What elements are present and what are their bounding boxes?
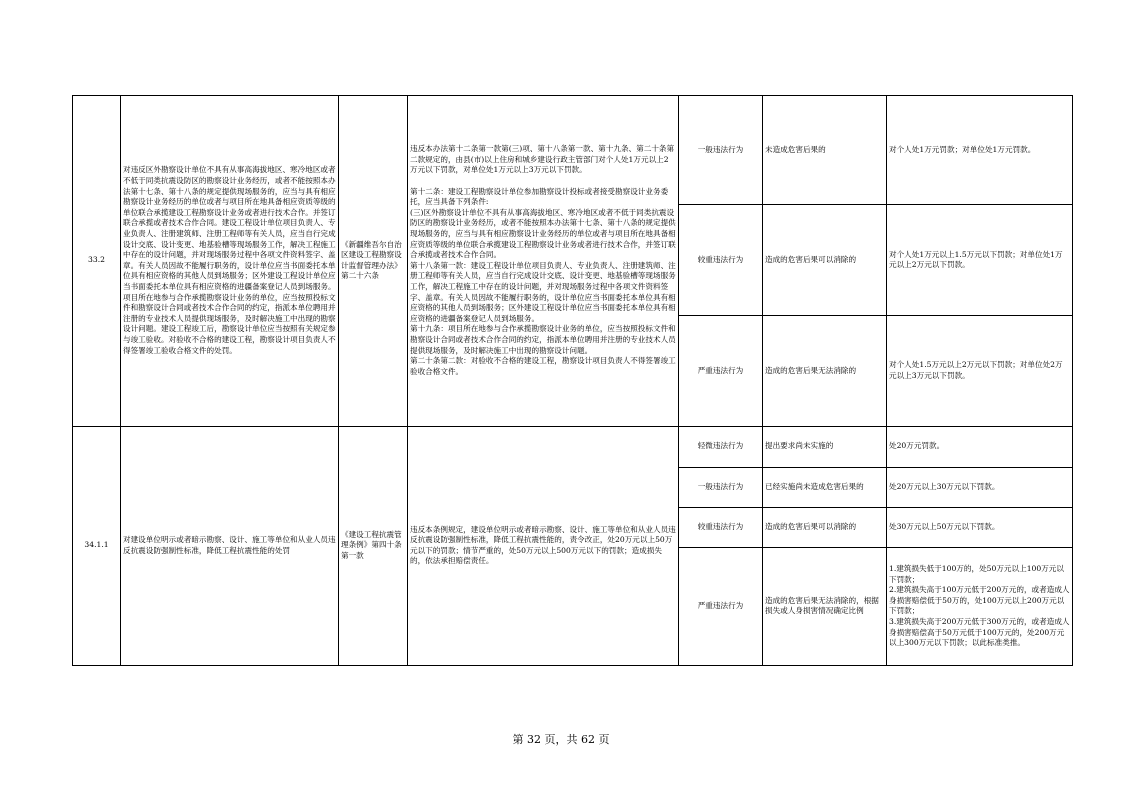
penalty-standard-table: [72, 95, 1073, 666]
violation-level: 严重违法行为: [679, 547, 763, 665]
violation-condition: 提出要求尚未实施的: [763, 426, 887, 467]
violation-condition: 造成的危害后果可以消除的: [763, 205, 887, 316]
violation-level: 严重违法行为: [679, 316, 763, 426]
penalty-standard: 处30万元以上50万元以下罚款。: [887, 507, 1073, 547]
penalty-standard: 处20万元罚款。: [887, 426, 1073, 467]
item-number: 33.2: [73, 96, 121, 427]
legal-basis: 《建设工程抗震管理条例》第四十条第一款: [339, 426, 408, 665]
violation-condition: 造成的危害后果无法消除的: [763, 316, 887, 426]
penalty-standard: 对个人处1.5万元以上2万元以下罚款；对单位处2万元以上3万元以下罚款。: [887, 316, 1073, 426]
violation-level: 一般违法行为: [679, 96, 763, 205]
penalty-standard: 对个人处1万元罚款；对单位处1万元罚款。: [887, 96, 1073, 205]
item-number: 34.1.1: [73, 426, 121, 665]
violation-condition: 造成的危害后果可以消除的: [763, 507, 887, 547]
violation-condition: 未造成危害后果的: [763, 96, 887, 205]
legal-clause: 违反本办法第十二条第一款第(三)项、第十八条第一款、第十九条、第二十条第二款规定的，由县(市)以上住房和城乡建设行政主管部门对个人处1万元以上2万元以下罚款，对单位处1万元以上3万元以下罚款。 第十二条：建设工程勘察设计单位参加勘察设计投标或者接受勘察设计业务委托，应当具备下列条件: (三)区外勘察设计单位不具有从事高海拔地区、寒冷地区或者不低于同类抗震设防区的勘察设计业务经历，或者不能按照本办法第十七条、第十八条的规定提供现场服务的，应当与具有相应勘察设计业务经历的单位或者与项目所在地具备相应资质等级的单位联合承揽建设工程勘察设计业务或者进行技术合作，并签订联合承揽或者技术合作合同。 第十八条第一款：建设工程设计单位项目负责人、专业负责人、注册建筑师、注册工程师等有关人员，应当自行完成设计交底、设计变更、地基验槽等现场服务工作，解决工程施工中存在的设计问题，并对现场服务过程中各项文件资料签字、盖章。有关人员因故不能履行职务的，设计单位应当书面委托本单位具有相应资格的其他人员到场服务；区外建设工程设计单位应当书面委托本单位具有相应资格的进疆备案登记人员到场服务。 第十九条：项目所在地参与合作承揽勘察设计业务的单位，应当按照投标文件和勘察设计合同或者技术合作合同的约定，指派本单位聘用并注册的专业技术人员提供现场服务，及时解决施工中出现的勘察设计问题。 第二十条第二款：对验收不合格的建设工程，勘察设计项目负责人不得签署竣工验收合格文件。: [408, 96, 679, 427]
table-row: [73, 96, 1073, 205]
violation-condition: 造成的危害后果无法消除的，根据损失或人身损害情况确定比例: [763, 547, 887, 665]
violation-level: 较重违法行为: [679, 205, 763, 316]
violation-description: 对违反区外勘察设计单位不具有从事高海拔地区、寒冷地区或者不低于同类抗震设防区的勘察设计业务经历，或者不能按照本办法第十七条、第十八条的规定提供现场服务的，应当与具有相应勘察设计业务经历的单位或者与项目所在地具备相应资质等级的单位联合承揽建设工程勘察设计业务或者进行技术合作。并签订联合承揽或者技术合作合同。建设工程设计单位项目负责人、专业负责人、注册建筑师、注册工程师等有关人员，应当自行完成设计交底、设计变更、地基验槽等现场服务工作，解决工程施工中存在的设计问题，并对现场服务过程中各项文件资料签字、盖章。有关人员因故不能履行职务的，设计单位应当书面委托本单位具有相应资格的其他人员到场服务；区外建设工程设计单位应当书面委托本单位具有相应资格的进疆备案登记人员到场服务。项目所在地参与合作承揽勘察设计业务的单位，应当按照投标文件和勘察设计合同或者技术合作合同的约定，指派本单位聘用并注册的专业技术人员提供现场服务，及时解决施工中出现的勘察设计问题。建设工程竣工后，勘察设计单位应当按照有关规定参与竣工验收。对验收不合格的建设工程，勘察设计项目负责人不得签署竣工验收合格文件的处罚。: [121, 96, 339, 427]
violation-description: 对建设单位明示或者暗示勘察、设计、施工等单位和从业人员违反抗震设防强制性标准，降低工程抗震性能的处罚: [121, 426, 339, 665]
legal-clause: 违反本条例规定，建设单位明示或者暗示勘察、设计、施工等单位和从业人员违反抗震设防强制性标准，降低工程抗震性能的，责令改正，处20万元以上50万元以下的罚款；情节严重的，处50万元以上500万元以下的罚款；造成损失的，依法承担赔偿责任。: [408, 426, 679, 665]
penalty-standard: 处20万元以上30万元以下罚款。: [887, 467, 1073, 507]
violation-condition: 已经实施尚未造成危害后果的: [763, 467, 887, 507]
legal-basis: 《新疆维吾尔自治区建设工程勘察设计监督管理办法》第二十六条: [339, 96, 408, 427]
violation-level: 轻微违法行为: [679, 426, 763, 467]
table-row: [73, 426, 1073, 467]
violation-level: 一般违法行为: [679, 467, 763, 507]
violation-level: 较重违法行为: [679, 507, 763, 547]
page-number-footer: 第 32 页，共 62 页: [512, 733, 610, 746]
penalty-standard: 1.建筑损失低于100万的，处50万元以上100万元以下罚款； 2.建筑损失高于100万元低于200万元的，或者造成人身损害赔偿低于50万的，处100万元以上200万元以下罚款； 3.建筑损失高于200万元低于300万元的，或者造成人身损害赔偿高于50万元低于100万元的，处200万元以上300万元以下罚款；以此标准类推。: [887, 547, 1073, 665]
penalty-standard: 对个人处1万元以上1.5万元以下罚款；对单位处1万元以上2万元以下罚款。: [887, 205, 1073, 316]
